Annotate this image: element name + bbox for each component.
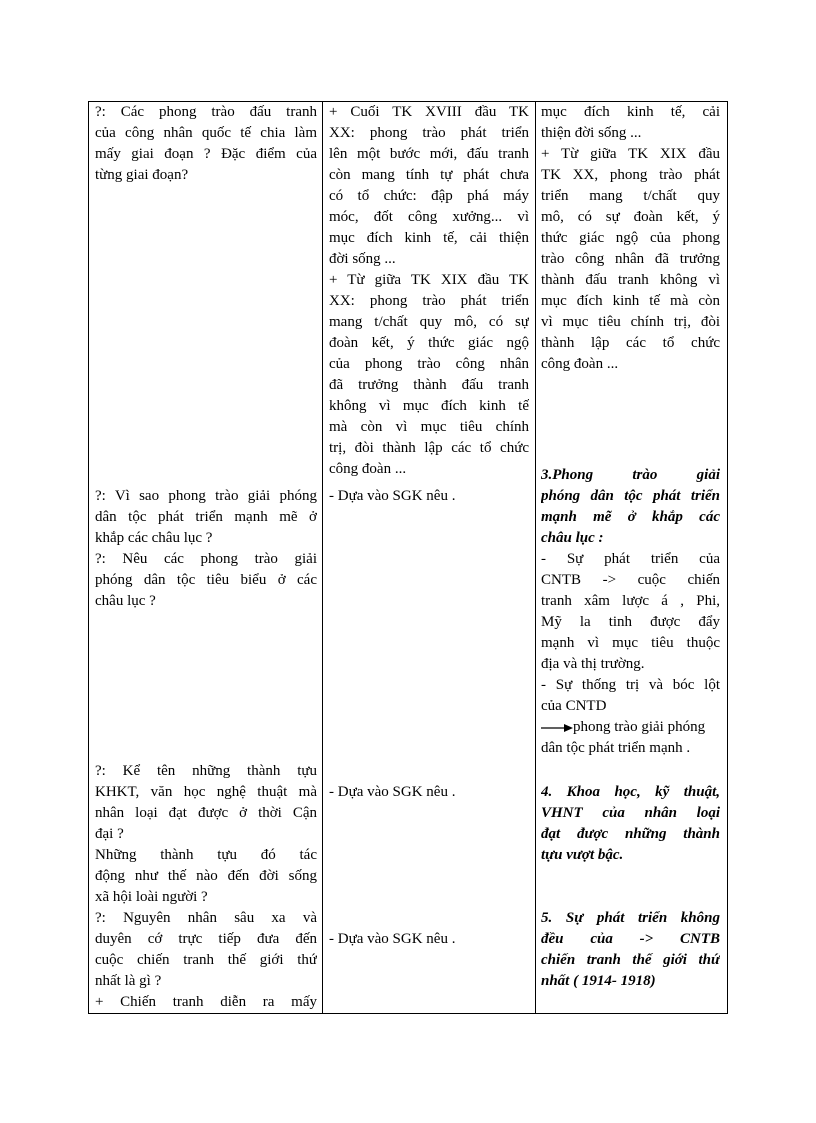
- text-line: ?: Nêu các phong trào giải: [95, 551, 317, 567]
- text-line: đều của -> CNTB: [541, 931, 720, 947]
- text-line: ?: Nguyên nhân sâu xa và: [95, 910, 317, 926]
- text-line: KHKT, văn học nghệ thuật mà: [95, 784, 317, 800]
- text-line: châu lục :: [541, 530, 604, 546]
- text-line: vì mục tiêu chính trị, đòi: [541, 314, 720, 330]
- text-line: tranh xâm lược á , Phi,: [541, 593, 720, 609]
- text-line: + Cuối TK XVIII đầu TK: [329, 104, 529, 120]
- text-line: 5. Sự phát triển không: [541, 910, 720, 926]
- text-line: duyên cớ trực tiếp đưa đến: [95, 931, 317, 947]
- text-line: phóng dân tộc phát triển: [541, 488, 720, 504]
- text-line: triển mang t/chất quy: [541, 188, 720, 204]
- text-line: cuộc chiến tranh thế giới thứ: [95, 952, 317, 968]
- text-line: mục đích kinh tế, cải: [541, 104, 720, 120]
- text-line: động như thế nào đến đời sống: [95, 868, 317, 884]
- text-line: ?: Kể tên những thành tựu: [95, 763, 317, 779]
- text-line: ?: Các phong trào đấu tranh: [95, 104, 317, 120]
- text-line: có tổ chức: đập phá máy: [329, 188, 529, 204]
- text-line: - Dựa vào SGK nêu .: [329, 784, 456, 800]
- text-line: XX: phong trào phát triển: [329, 293, 529, 309]
- text-line: XX: phong trào phát triển: [329, 125, 529, 141]
- text-line: - Dựa vào SGK nêu .: [329, 488, 456, 504]
- text-line: mang t/chất quy mô, có sự: [329, 314, 529, 330]
- text-line: mục đích kinh tế mà còn: [541, 293, 720, 309]
- text-line: thành lập các tổ chức: [541, 335, 720, 351]
- text-line: - Sự phát triển của: [541, 551, 720, 567]
- text-line: - Sự thống trị và bóc lột: [541, 677, 720, 693]
- text-line: châu lục ?: [95, 593, 156, 609]
- text-line: đoàn kết, ý thức giác ngộ: [329, 335, 529, 351]
- text-line: công đoàn ...: [541, 356, 619, 372]
- text-line: CNTB -> cuộc chiến: [541, 572, 720, 588]
- text-line: VHNT của nhân loại: [541, 805, 720, 821]
- text-line: thành đấu tranh không vì: [541, 272, 720, 288]
- text-line: [541, 717, 720, 738]
- text-line: còn mang tính tự phát chưa: [329, 167, 529, 183]
- text-line: tựu vượt bậc.: [541, 847, 624, 863]
- table-divider-1: [322, 101, 323, 1014]
- text-line: công đoàn ...: [329, 461, 407, 477]
- text-line: TK XX, phong trào phát: [541, 167, 720, 183]
- table-border-bottom: [88, 1013, 728, 1014]
- text-line: mạnh mẽ ở khắp các: [541, 509, 720, 525]
- text-line: - Dựa vào SGK nêu .: [329, 931, 456, 947]
- text-line: Những thành tựu đó tác: [95, 847, 317, 863]
- text-line: trị, đòi thành lập các tổ chức: [329, 440, 529, 456]
- text-line: của CNTD: [541, 698, 607, 714]
- text-line: đời sống ...: [329, 251, 396, 267]
- text-line: móc, đốt công xưởng... vì: [329, 209, 529, 225]
- text-line: đạt được những thành: [541, 826, 720, 842]
- text-line: thiện đời sống ...: [541, 125, 642, 141]
- text-line: ?: Vì sao phong trào giải phóng: [95, 488, 317, 504]
- table-divider-2: [535, 101, 536, 1014]
- text-line: dân tộc phát triển mạnh mẽ ở: [95, 509, 317, 525]
- text-line: mục đích kinh tế, cải thiện: [329, 230, 529, 246]
- text-line: thức giác ngộ của phong: [541, 230, 720, 246]
- text-line: nhất ( 1914- 1918): [541, 973, 656, 989]
- text-line: 4. Khoa học, kỹ thuật,: [541, 784, 720, 800]
- text-line: mấy giai đoạn ? Đặc điểm của: [95, 146, 317, 162]
- text-line: Mỹ la tinh được đẩy: [541, 614, 720, 630]
- text-line: chiến tranh thế giới thứ: [541, 952, 720, 968]
- text-line: không vì mục đích kinh tế: [329, 398, 529, 414]
- text-line: khắp các châu lục ?: [95, 530, 213, 546]
- text-line: mạnh vì mục tiêu thuộc: [541, 635, 720, 651]
- arrow-right-icon: [541, 723, 573, 733]
- text-line: từng giai đoạn?: [95, 167, 189, 183]
- text-line: phóng dân tộc tiêu biểu ở các: [95, 572, 317, 588]
- text-line: lên một bước mới, đấu tranh: [329, 146, 529, 162]
- text-line: + Chiến tranh diễn ra mấy: [95, 994, 317, 1010]
- text-line: nhất là gì ?: [95, 973, 162, 989]
- text-line: xã hội loài người ?: [95, 889, 208, 905]
- text-line: đã trưởng thành đấu tranh: [329, 377, 529, 393]
- text-line: mà còn vì mục tiêu chính: [329, 419, 529, 435]
- text-line: của phong trào công nhân: [329, 356, 529, 372]
- text-line: mô, có sự đoàn kết, ý: [541, 209, 720, 225]
- text-line: + Từ giữa TK XIX đầu TK: [329, 272, 529, 288]
- table-border-right: [727, 101, 728, 1014]
- text-line: + Từ giữa TK XIX đầu: [541, 146, 720, 162]
- text-line: của công nhân quốc tế chia làm: [95, 125, 317, 141]
- text-line: nhân loại đạt được ở thời Cận: [95, 805, 317, 821]
- text-span: phong trào giải phóng: [573, 719, 706, 735]
- text-line: dân tộc phát triển mạnh .: [541, 740, 691, 756]
- text-line: trào công nhân đã trưởng: [541, 251, 720, 267]
- text-line: đại ?: [95, 826, 124, 842]
- text-line: 3.Phong trào giải: [541, 467, 720, 483]
- text-line: địa và thị trường.: [541, 656, 645, 672]
- table-border-left: [88, 101, 89, 1014]
